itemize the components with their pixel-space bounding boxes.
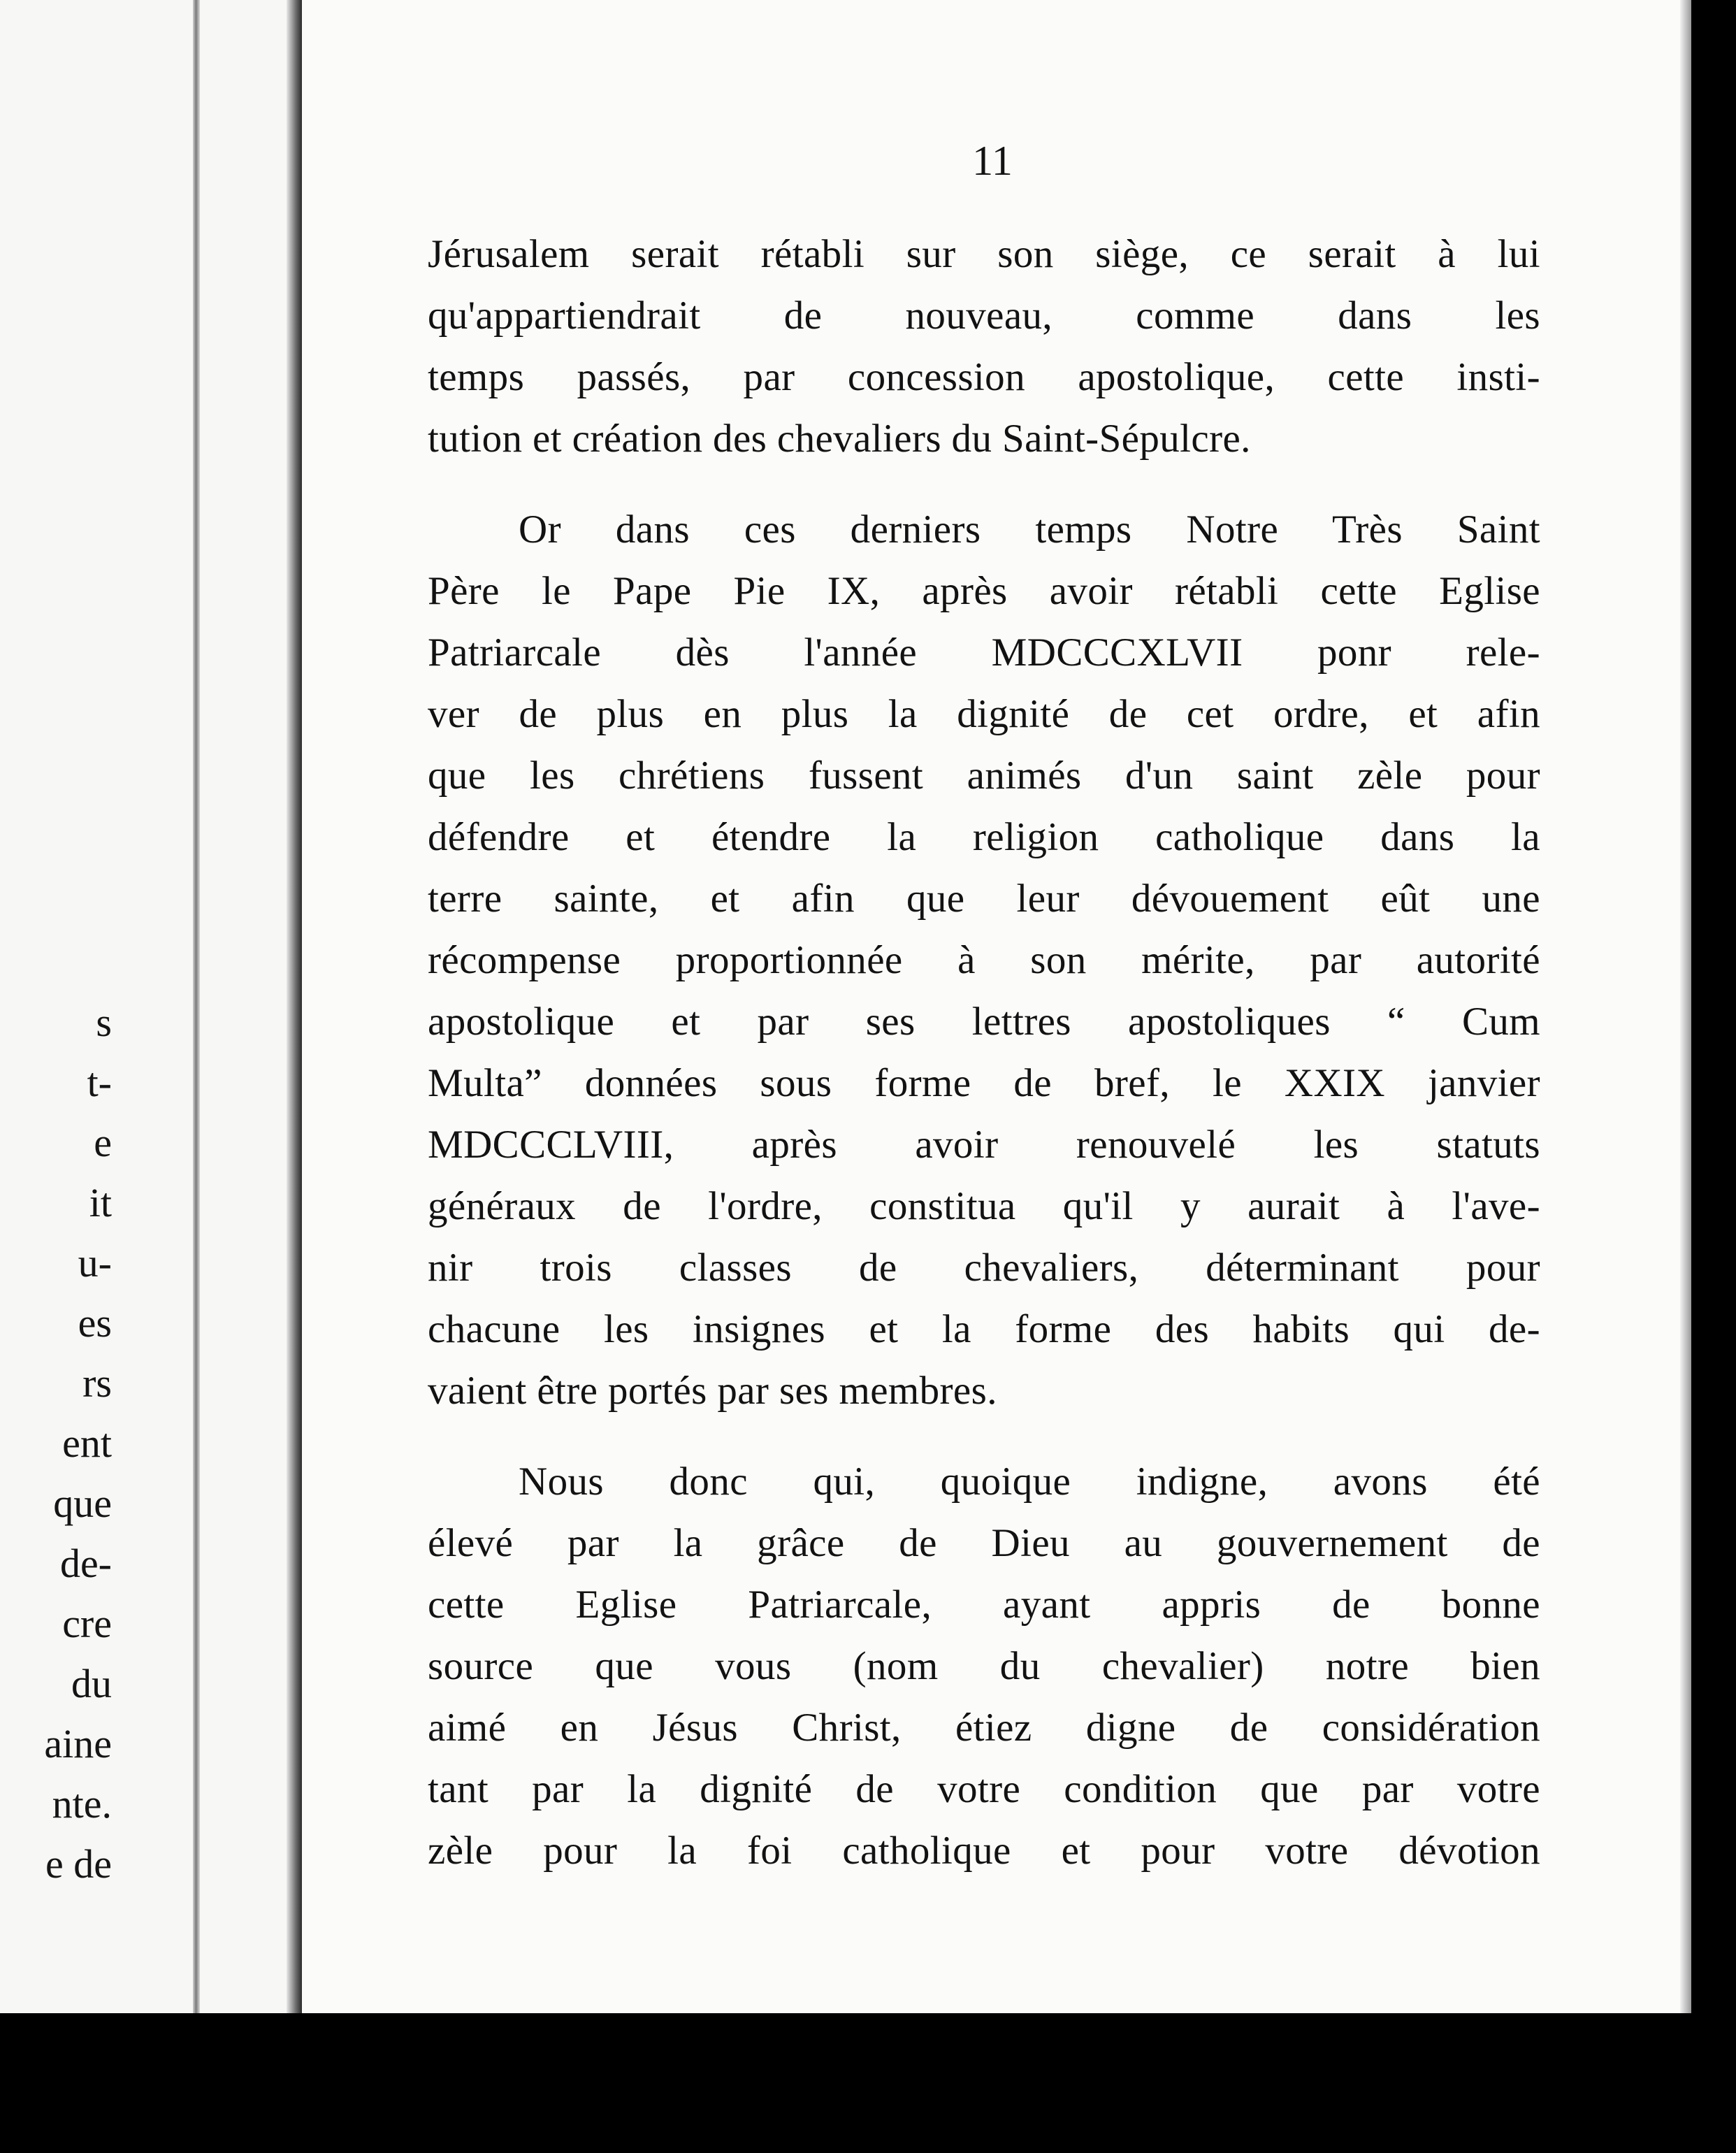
text-line: élevé par la grâce de Dieu au gouvernement de <box>428 1521 1540 1565</box>
left-fragment-line: s <box>96 1000 112 1045</box>
left-fragment-line: cre <box>62 1601 112 1646</box>
text-line: Jérusalem serait rétabli sur son siège, ce serait à lui <box>428 232 1540 276</box>
left-page-fold <box>193 0 200 2013</box>
left-fragment-line: e de <box>45 1841 112 1887</box>
page-number: 11 <box>972 138 1013 184</box>
paragraph-gap <box>428 1422 1540 1451</box>
text-line: chacune les insignes et la forme des habits qui de- <box>428 1307 1540 1351</box>
text-line: vaient être portés par ses membres. <box>428 1369 997 1413</box>
text-line: aimé en Jésus Christ, étiez digne de considération <box>428 1706 1540 1750</box>
text-line: source que vous (nom du chevalier) notre bien <box>428 1644 1540 1688</box>
text-line: Or dans ces derniers temps Notre Très Saint <box>519 507 1540 552</box>
left-fragment-line: ent <box>62 1420 112 1466</box>
text-line: tution et création des chevaliers du Saint-Sépulcre. <box>428 417 1251 461</box>
left-fragment-line: aine <box>44 1721 112 1766</box>
text-line: apostolique et par ses lettres apostoliques “ Cum <box>428 1000 1540 1044</box>
left-fragment-line: e <box>94 1120 112 1165</box>
text-line: que les chrétiens fussent animés d'un saint zèle pour <box>428 754 1540 798</box>
left-fragment-line: it <box>89 1180 112 1225</box>
text-line: MDCCCLVIII, après avoir renouvelé les statuts <box>428 1123 1540 1167</box>
text-line: Nous donc qui, quoique indigne, avons été <box>519 1460 1540 1504</box>
left-fragment-line: de- <box>59 1541 112 1586</box>
text-line: terre sainte, et afin que leur dévouement eût une <box>428 877 1540 921</box>
text-line: Père le Pape Pie IX, après avoir rétabli cette Eglise <box>428 569 1540 613</box>
left-fragment-line: que <box>53 1481 112 1526</box>
left-fragment-line: u- <box>78 1240 112 1286</box>
text-line: temps passés, par concession apostolique, cette insti- <box>428 355 1540 399</box>
left-fragment-line: t- <box>87 1060 112 1105</box>
left-fragment-line: nte. <box>52 1781 112 1827</box>
text-line: défendre et étendre la religion catholique dans la <box>428 815 1540 859</box>
text-line: ver de plus en plus la dignité de cet ordre, et afin <box>428 692 1540 736</box>
text-line: tant par la dignité de votre condition que par votre <box>428 1767 1540 1811</box>
left-facing-page <box>0 0 301 2013</box>
right-page-edge <box>1680 0 1691 2017</box>
body-text <box>428 224 1540 1882</box>
text-line: cette Eglise Patriarcale, ayant appris de bonne <box>428 1583 1540 1627</box>
text-line: qu'appartiendrait de nouveau, comme dans les <box>428 294 1540 338</box>
book-gutter <box>287 0 302 2013</box>
left-fragment-line: rs <box>82 1360 112 1406</box>
text-line: nir trois classes de chevaliers, déterminant pour <box>428 1246 1540 1290</box>
text-line: généraux de l'ordre, constitua qu'il y aurait à l'ave- <box>428 1184 1540 1228</box>
left-fragment-line: du <box>71 1661 112 1706</box>
left-fragment-line: es <box>78 1300 112 1346</box>
text-line: récompense proportionnée à son mérite, par autorité <box>428 938 1540 982</box>
text-line: Multa” données sous forme de bref, le XXIX janvier <box>428 1061 1540 1105</box>
text-line: zèle pour la foi catholique et pour votre dévotion <box>428 1829 1540 1873</box>
scan-bottom-border <box>0 2013 1736 2153</box>
left-page-text-fragments <box>0 993 112 1894</box>
text-line: Patriarcale dès l'année MDCCCXLVII ponr rele- <box>428 631 1540 675</box>
paragraph-gap <box>428 470 1540 499</box>
